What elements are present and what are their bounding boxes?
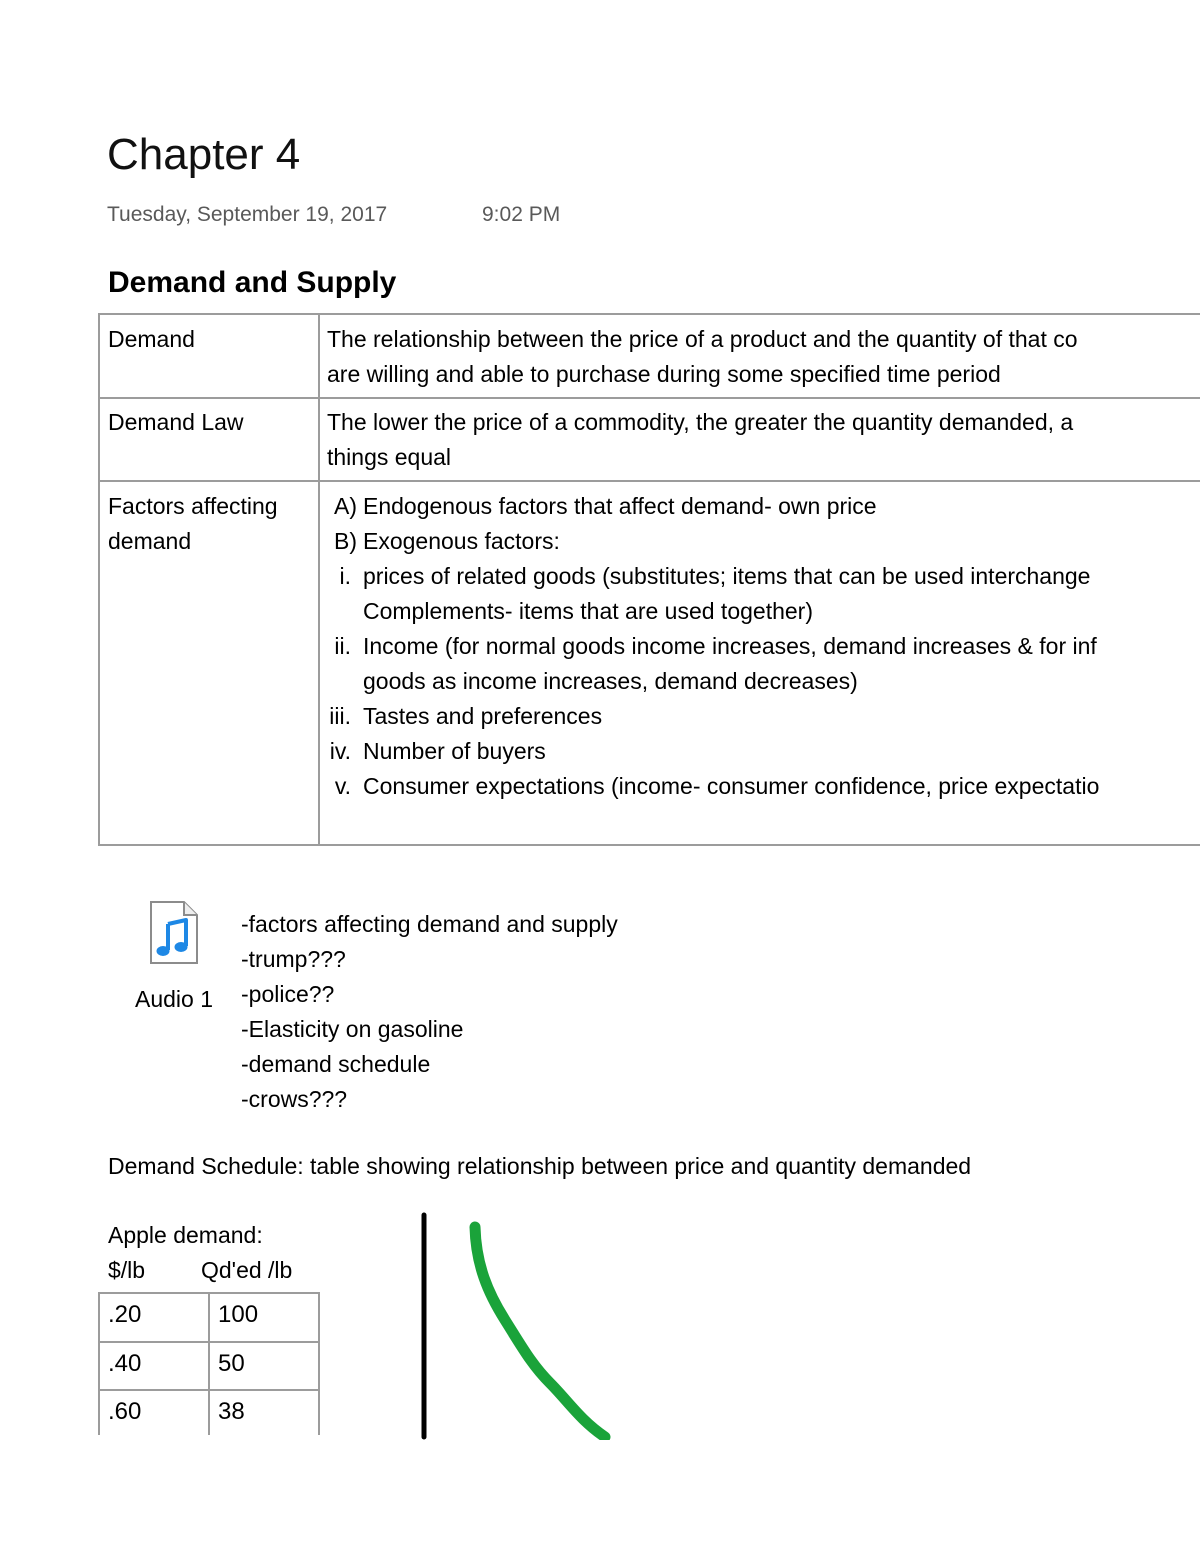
list-item [325, 524, 1099, 559]
list-marker: ii. [334, 633, 351, 659]
term-demand: Demand [108, 326, 195, 352]
list-marker: v. [334, 773, 351, 799]
list-marker: iv. [329, 738, 351, 764]
table-cell-quantity: 100 [218, 1301, 259, 1328]
table-cell-price: .40 [108, 1350, 142, 1377]
quantity-column-header: Qd'ed /lb [201, 1257, 293, 1283]
definition-demand [327, 322, 1078, 392]
note-item: -Elasticity on gasoline [241, 1016, 464, 1042]
price-column-header: $/lb [108, 1257, 146, 1283]
list-item-text: Number of buyers [363, 738, 546, 764]
section-heading: Demand and Supply [108, 266, 397, 299]
list-item [325, 734, 1099, 769]
schedule-definition: Demand Schedule: table showing relationship between price and quantity demanded [108, 1153, 972, 1179]
demand-curve-sketch [400, 1205, 660, 1440]
definition-line: The lower the price of a commodity, the greater the quantity demanded, a [327, 409, 1074, 435]
list-item [325, 629, 1099, 699]
note-item: -demand schedule [241, 1051, 431, 1077]
factors-list [325, 489, 1099, 804]
list-item-text: Endogenous factors that affect demand- own price [363, 493, 877, 519]
table-cell-quantity: 38 [218, 1398, 245, 1425]
note-item: -police?? [241, 981, 335, 1007]
table-cell-price: .20 [108, 1301, 142, 1328]
audio-label[interactable]: Audio 1 [135, 986, 214, 1012]
definition-line: are willing and able to purchase during some specified time period [327, 361, 1001, 387]
note-item: -factors affecting demand and supply [241, 911, 618, 937]
list-item [325, 559, 1099, 629]
note-time: 9:02 PM [482, 203, 561, 226]
table-cell-price: .60 [108, 1398, 142, 1425]
list-marker: A) [334, 493, 357, 519]
note-item: -trump??? [241, 946, 346, 972]
list-item [325, 489, 1099, 524]
list-item [325, 699, 1099, 734]
list-marker: iii. [329, 703, 351, 729]
exogenous-factors [325, 559, 1099, 804]
page-title: Chapter 4 [107, 130, 301, 179]
list-item-text: Income (for normal goods income increases, demand increases & for inf [363, 633, 1097, 659]
table-cell-quantity: 50 [218, 1350, 245, 1377]
note-date: Tuesday, September 19, 2017 [107, 203, 388, 226]
list-item-text: Consumer expectations (income- consumer confidence, price expectatio [363, 773, 1100, 799]
list-marker: B) [334, 528, 357, 554]
list-item-text: goods as income increases, demand decreases) [363, 668, 858, 694]
list-item-text: Complements- items that are used together) [363, 598, 813, 624]
definition-line: The relationship between the price of a product and the quantity of that co [327, 326, 1078, 352]
sketch-demand-curve [475, 1227, 605, 1437]
list-item [325, 769, 1099, 804]
apple-table-title: Apple demand: [108, 1222, 263, 1248]
list-marker: i. [339, 563, 351, 589]
definition-demand-law [327, 405, 1073, 475]
term-line: Factors affecting [108, 493, 278, 519]
list-item-text: prices of related goods (substitutes; items that can be used interchange [363, 563, 1091, 589]
definition-line: things equal [327, 444, 452, 470]
list-item-text: Tastes and preferences [363, 703, 603, 729]
term-line: demand [108, 528, 192, 554]
term-demand-law: Demand Law [108, 409, 244, 435]
factor-categories [325, 489, 1099, 559]
apple-demand-table [0, 0, 400, 1440]
list-item-text: Exogenous factors: [363, 528, 560, 554]
note-item: -crows??? [241, 1086, 348, 1112]
